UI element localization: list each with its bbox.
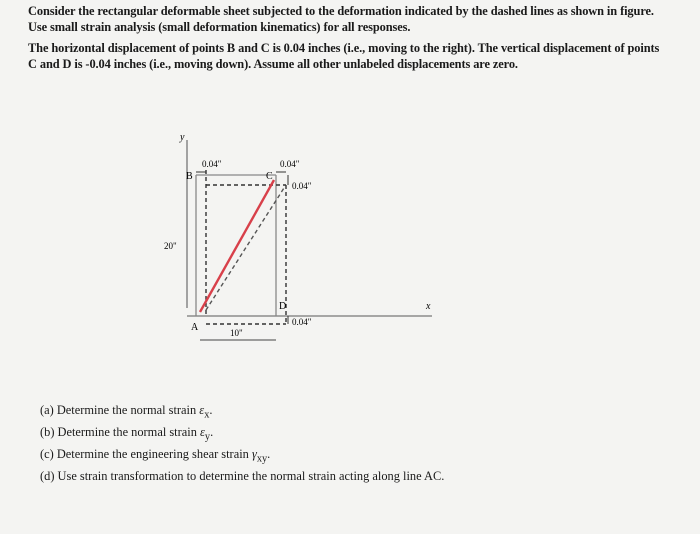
disp-b-label: 0.04" [202,159,222,169]
disp-c-h-label: 0.04" [280,159,300,169]
question-list [40,402,660,490]
point-c-label: C [266,171,273,182]
question-a: (a) Determine the normal strain $\varepsilon_x$. [40,403,213,421]
deformation-diagram [150,128,450,358]
x-axis-label: x [426,301,431,312]
height-dimension-label: 20" [164,241,177,251]
diagonal-ac-deformed [206,188,287,312]
point-b-label: B [186,171,193,182]
disp-c-v-label: 0.04" [292,181,312,191]
problem-intro-2: The horizontal displacement of points B and C is 0.04 inches (i.e., moving to the right). The vertical displacement of points C and D is -0.04 inches (i.e., moving down). Assume all other unlabeled displacements are zero. [28,41,660,71]
point-d-label: D [279,301,287,312]
y-axis-label: y [180,132,185,143]
question-c: (c) Determine the engineering shear strain $\gamma_{xy}$. [40,446,271,465]
diagonal-ac-original [200,180,274,312]
disp-d-label: 0.04" [292,317,312,327]
question-d: (d) Use strain transformation to determine the normal strain acting along line AC. [40,468,445,483]
problem-intro-1: Consider the rectangular deformable sheet subjected to the deformation indicated by the dashed lines as shown in figure. Use small strain analysis (small deformation kinematics) for all responses. [28,4,654,34]
point-a-label: A [191,322,199,333]
question-b: (b) Determine the normal strain $\varepsilon_y$. [40,424,214,443]
deformation-figure [150,128,450,358]
width-dimension-label: 10" [230,328,243,338]
